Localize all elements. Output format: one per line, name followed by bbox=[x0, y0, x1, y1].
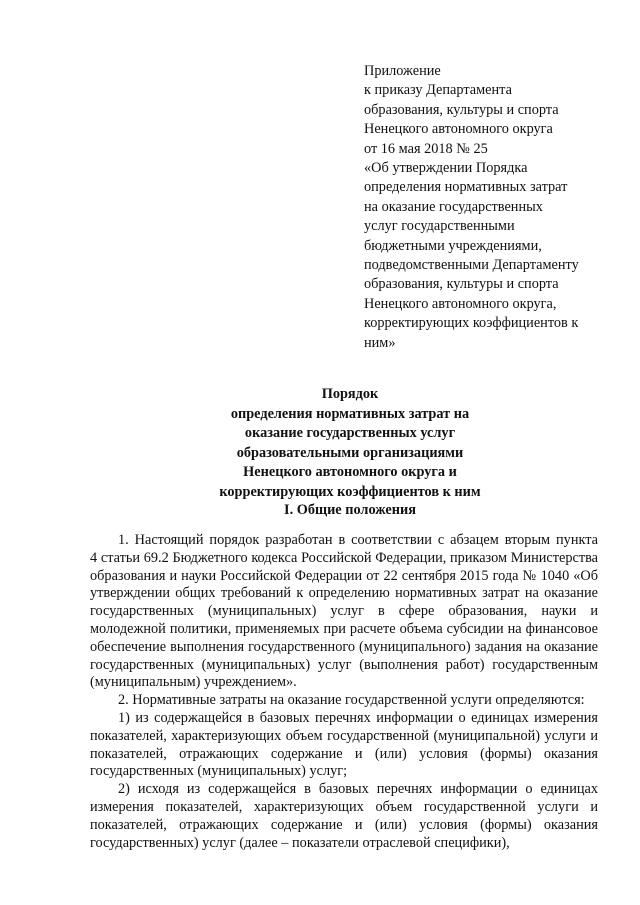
appendix-line: образования, культуры и спорта bbox=[364, 101, 559, 118]
paragraph-line: молодежной политики, применяемых при расчете объема субсидии на финансовое bbox=[90, 620, 598, 637]
document-body bbox=[90, 532, 598, 852]
appendix-line: подведомственными Департаменту bbox=[364, 257, 579, 274]
section-heading: I. Общие положения bbox=[284, 502, 416, 518]
title-line: определения нормативных затрат на bbox=[230, 405, 470, 422]
appendix-line: ним» bbox=[364, 334, 396, 351]
paragraph-line: показателей, характеризующих объем государственной (муниципальной) услуги и bbox=[90, 727, 598, 744]
appendix-line: на оказание государственных bbox=[364, 198, 543, 215]
paragraph-line: 1. Настоящий порядок разработан в соответствии с абзацем вторым пункта bbox=[118, 532, 598, 548]
paragraph-line: 2. Нормативные затраты на оказание государственной услуги определяются: bbox=[118, 692, 585, 709]
appendix-line: Приложение bbox=[364, 63, 441, 79]
paragraph-line: обеспечение выполнения государственного (муниципального) задания на оказание bbox=[90, 638, 598, 655]
paragraph-line: государственных (муниципальных) услуг (выполнения работ) государственным bbox=[90, 656, 598, 673]
paragraph-line: (муниципальным) учреждением». bbox=[90, 674, 297, 691]
title-line: оказание государственных услуг bbox=[244, 425, 456, 442]
paragraph-line: 4 статьи 69.2 Бюджетного кодекса Российской Федерации, приказом Министерства bbox=[90, 549, 598, 566]
appendix-line: корректирующих коэффициентов к bbox=[364, 315, 579, 332]
title-line: корректирующих коэффициентов к ним bbox=[219, 483, 481, 500]
paragraph-line: показателей, отражающих содержание и (или) условия (формы) оказания bbox=[90, 816, 598, 833]
appendix-line: образования, культуры и спорта bbox=[364, 276, 559, 293]
paragraph-line: государственных (муниципальных) услуг в сфере образования, науки и bbox=[90, 603, 598, 620]
title-line: образовательными организациями bbox=[236, 444, 464, 461]
appendix-line: Ненецкого автономного округа bbox=[364, 121, 553, 138]
title-line: Ненецкого автономного округа и bbox=[243, 464, 457, 481]
paragraph-line: образования и науки Российской Федерации от 22 сентября 2015 года № 1040 «Об bbox=[90, 567, 598, 584]
appendix-line: к приказу Департамента bbox=[364, 82, 512, 99]
appendix-line: услуг государственными bbox=[364, 218, 515, 235]
title-line: Порядок bbox=[321, 386, 379, 402]
paragraph-line: государственных (муниципальных) услуг; bbox=[90, 763, 348, 780]
appendix-line: «Об утверждении Порядка bbox=[364, 160, 528, 177]
appendix-line: определения нормативных затрат bbox=[364, 179, 568, 196]
document-title bbox=[150, 385, 550, 503]
appendix-line: от 16 мая 2018 № 25 bbox=[364, 140, 488, 157]
paragraph-line: государственных) услуг (далее – показатели отраслевой специфики), bbox=[90, 834, 510, 851]
appendix-line: Ненецкого автономного округа, bbox=[364, 295, 557, 312]
appendix-block bbox=[364, 62, 614, 353]
paragraph-line: 1) из содержащейся в базовых перечнях информации о единицах измерения bbox=[118, 709, 598, 726]
paragraph-line: утверждении общих требований к определению нормативных затрат на оказание bbox=[90, 585, 598, 602]
paragraph-line: показателей, отражающих содержание и (или) условия (формы) оказания bbox=[90, 745, 598, 762]
paragraph-line: измерения показателей, характеризующих объем государственной услуги и bbox=[90, 798, 598, 815]
appendix-line: бюджетными учреждениями, bbox=[364, 237, 542, 254]
paragraph-line: 2) исходя из содержащейся в базовых перечнях информации о единицах bbox=[118, 781, 598, 798]
